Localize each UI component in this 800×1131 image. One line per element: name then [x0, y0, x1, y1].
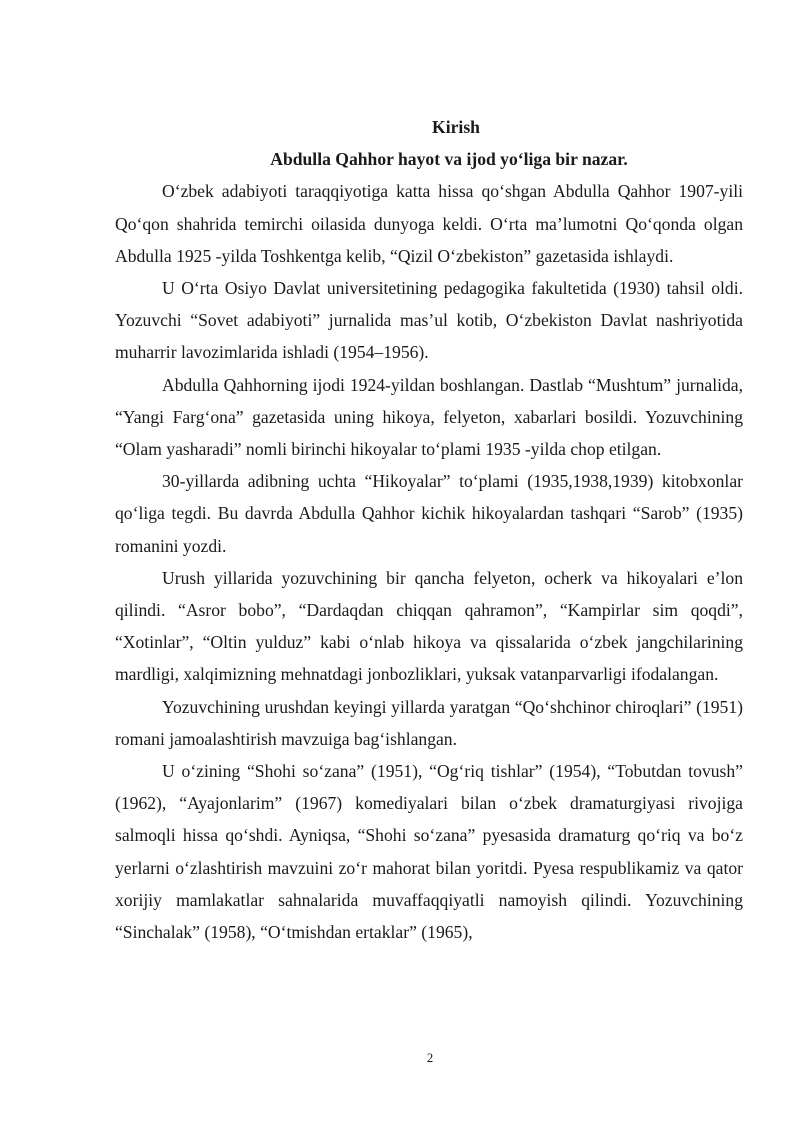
paragraph-7: U o‘zining “Shohi so‘zana” (1951), “Og‘riq tishlar” (1954), “Tobutdan tovush” (1962), “Ayajonlarim” (1967) komediyalari bilan o‘zbek dramaturgiyasi rivojiga salmoqli hissa qo‘shdi. Ayniqsa, “Shohi so‘zana” pyesasida dramaturg qo‘riq va bo‘z yerlarni o‘zlashtirish mavzuini zo‘r mahorat bilan yoritdi. Pyesa respublikamiz va qator xorijiy mamlakatlar sahnalarida muvaffaqqiyatli namoyish qilindi. Yozuvchining “Sinchalak” (1958), “O‘tmishdan ertaklar” (1965),: [115, 761, 743, 943]
document-title: Kirish: [432, 117, 480, 137]
page-number: 2: [426, 1050, 434, 1065]
paragraph-6: Yozuvchining urushdan keyingi yillarda yaratgan “Qo‘shchinor chiroqlari” (1951) romani jamoalashtirish mavzuiga bag‘ishlangan.: [115, 696, 743, 749]
document-body: [115, 111, 743, 948]
paragraph-3: Abdulla Qahhorning ijodi 1924-yildan boshlangan. Dastlab “Mushtum” jurnalida, “Yangi Farg‘ona” gazetasida uning hikoya, felyeton, xabarlari bosildi. Yozuvchining “Olam yasharadi” nomli birinchi hikoyalar to‘plami 1935 -yilda chop etilgan.: [115, 374, 743, 460]
document-subtitle: Abdulla Qahhor hayot va ijod yo‘liga bir nazar.: [270, 149, 628, 170]
paragraph-2: U O‘rta Osiyo Davlat universitetining pedagogika fakultetida (1930) tahsil oldi. Yozuvchi “Sovet adabiyoti” jurnalida mas’ul kotib, O‘zbekiston Davlat nashriyotida muharrir lavozimlarida ishladi (1954–1956).: [115, 278, 743, 363]
paragraph-1: O‘zbek adabiyoti taraqqiyotiga katta hissa qo‘shgan Abdulla Qahhor 1907-yili Qo‘qon shahrida temirchi oilasida dunyoga keldi. O‘rta ma’lumotni Qo‘qonda olgan Abdulla 1925 -yilda Toshkentga kelib, “Qizil O‘zbekiston” gazetasida ishlaydi.: [115, 181, 743, 266]
paragraph-4: 30-yillarda adibning uchta “Hikoyalar” to‘plami (1935,1938,1939) kitobxonlar qo‘liga tegdi. Bu davrda Abdulla Qahhor kichik hikoyalardan tashqari “Sarob” (1935) romanini yozdi.: [115, 471, 743, 556]
paragraph-5: Urush yillarida yozuvchining bir qancha felyeton, ocherk va hikoyalari e’lon qilindi. “Asror bobo”, “Dardaqdan chiqqan qahramon”, “Kampirlar sim qoqdi”, “Xotinlar”, “Oltin yulduz” kabi o‘nlab hikoya va qissalarida o‘zbek jangchilarining mardligi, xalqimizning mehnatdagi jonbozliklari, yuksak vatanparvarligi ifodalangan.: [115, 567, 743, 685]
